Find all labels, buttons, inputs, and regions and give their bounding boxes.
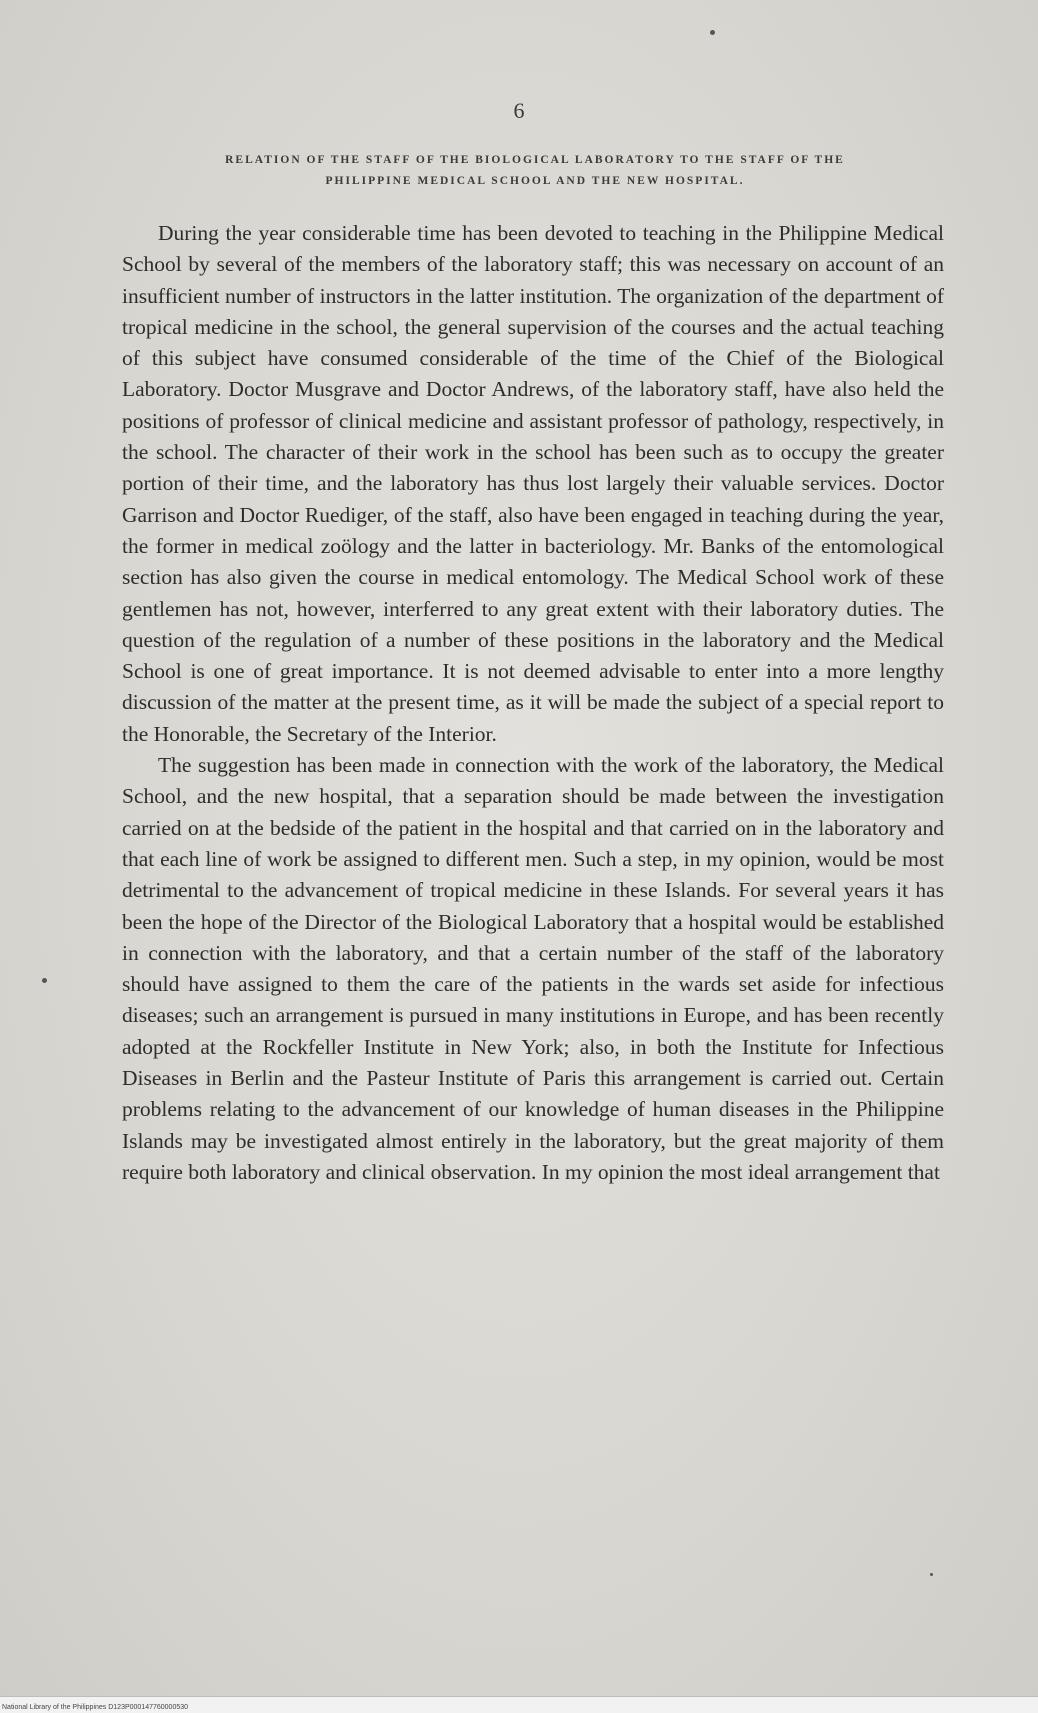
paragraph: The suggestion has been made in connection with the work of the laboratory, the Medical School, and the new hospital, that a separation should be made between the investigation carried on at the bedside of the patient in the hospital and that carried on in the laboratory and that each line of work be assigned to different men. Such a step, in my opinion, would be most detrimental to the advancement of tropical medicine in these Islands. For several years it has been the hope of the Director of the Biological Laboratory that a hospital would be established in connection with the laboratory, and that a certain number of the staff of the laboratory should have assigned to them the care of the patients in the wards set aside for infectious diseases; such an arrangement is pursued in many institutions in Europe, and has been recently adopted at the Rockfeller Institute in New York; also, in both the Institute for Infectious Diseases in Berlin and the Pasteur Institute of Paris this arrangement is carried out. Certain problems relating to the advancement of our knowledge of human diseases in the Philippine Islands may be investigated almost entirely in the laboratory, but the great majority of them require both laboratory and clinical observation. In my opinion the most ideal arrangement that	[122, 753, 944, 1184]
section-heading-line-2: PHILIPPINE MEDICAL SCHOOL AND THE NEW HOSPITAL.	[325, 175, 745, 187]
scan-speck	[710, 30, 715, 35]
body-text	[122, 218, 944, 1188]
scan-speck	[42, 978, 47, 983]
scan-speck	[930, 1573, 933, 1576]
paragraph: During the year considerable time has been devoted to teaching in the Philippine Medical School by several of the members of the laboratory staff; this was necessary on account of an insufficient number of instructors in the latter institution. The organization of the department of tropical medicine in the school, the general supervision of the courses and the actual teaching of this subject have consumed considerable of the time of the Chief of the Biological Laboratory. Doctor Musgrave and Doctor Andrews, of the laboratory staff, have also held the positions of professor of clinical medicine and assistant professor of pathology, respectively, in the school. The character of their work in the school has been such as to occupy the greater portion of their time, and the laboratory has thus lost largely their valuable services. Doctor Garrison and Doctor Ruediger, of the staff, also have been engaged in teaching during the year, the former in medical zoölogy and the latter in bacteriology. Mr. Banks of the entomological section has also given the course in medical entomology. The Medical School work of these gentlemen has not, however, interferred to any great extent with their laboratory duties. The question of the regulation of a number of these positions in the laboratory and the Medical School is one of great importance. It is not deemed advisable to enter into a more lengthy discussion of the matter at the present time, as it will be made the subject of a special report to the Honorable, the Secretary of the Interior.	[122, 221, 944, 746]
section-heading	[120, 150, 950, 192]
page-number: 6	[513, 98, 525, 123]
section-heading-line-1: RELATION OF THE STAFF OF THE BIOLOGICAL LABORATORY TO THE STAFF OF THE	[225, 154, 845, 166]
scan-credit: National Library of the Philippines D123P000147760000530	[2, 1704, 189, 1711]
